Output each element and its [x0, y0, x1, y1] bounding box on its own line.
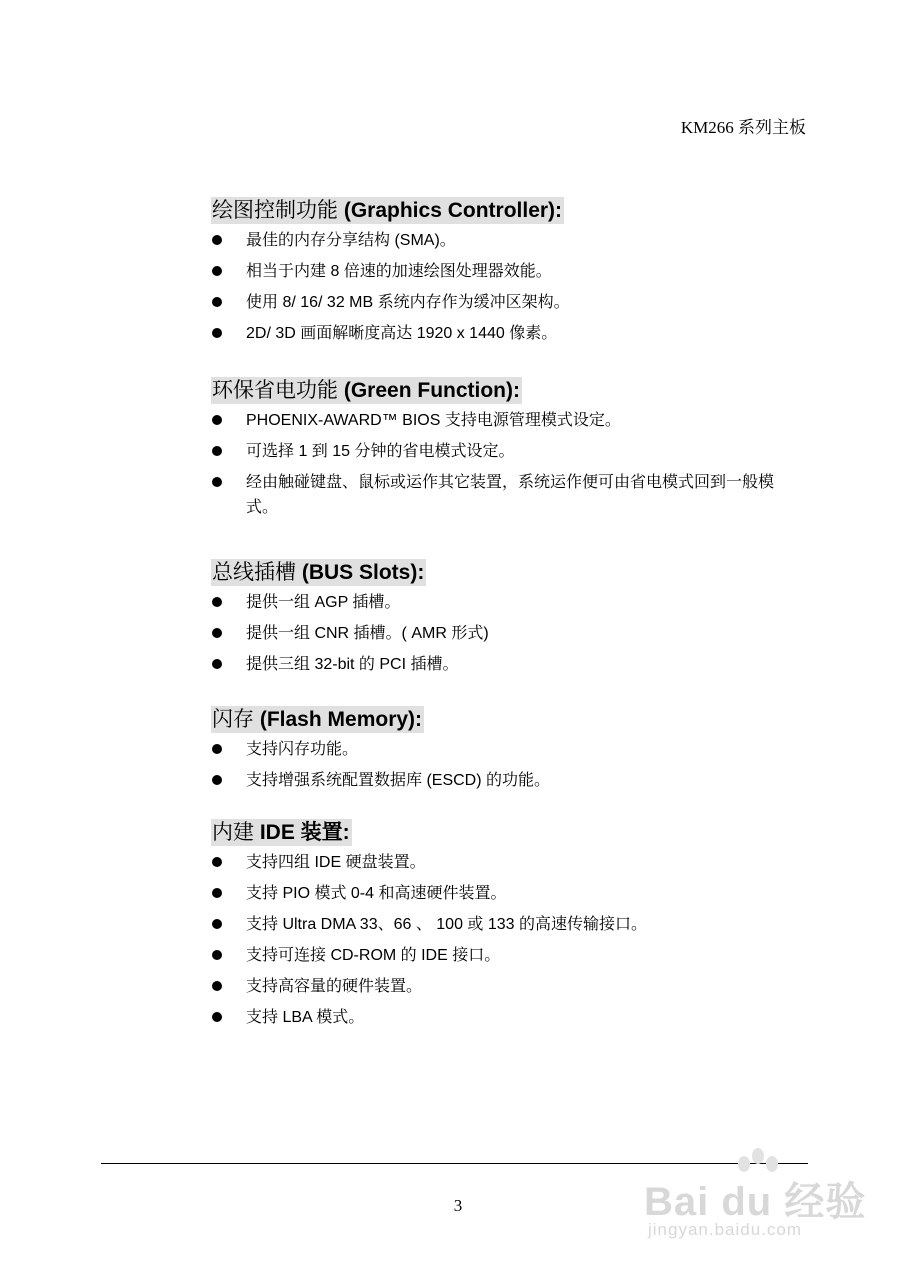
page-header: KM266 系列主板	[680, 118, 806, 137]
list-item-text: 支持高容量的硬件装置。	[246, 978, 423, 995]
bullet-list	[211, 850, 811, 1030]
section-title-cn: 环保省电功能	[212, 379, 344, 402]
list-item	[211, 974, 811, 999]
baidu-watermark	[640, 1150, 880, 1250]
list-item-text: 提供一组 AGP 插槽。	[246, 594, 401, 611]
bullet-icon	[212, 628, 222, 638]
list-item	[211, 259, 811, 284]
list-item	[211, 321, 811, 346]
list-item	[211, 1005, 811, 1030]
section-graphics-controller	[211, 197, 811, 352]
watermark-main: Bai du 经验	[644, 1180, 867, 1224]
list-item-text: 2D/ 3D 画面解晰度高达 1920 x 1440 像素。	[246, 325, 558, 342]
bullet-icon	[212, 857, 222, 867]
bullet-icon	[212, 266, 222, 276]
list-item	[211, 850, 811, 875]
bullet-icon	[212, 981, 222, 991]
list-item	[211, 943, 811, 968]
list-item-text: PHOENIX-AWARD™ BIOS 支持电源管理模式设定。	[246, 412, 621, 429]
section-title	[211, 377, 522, 404]
bullet-icon	[212, 477, 222, 487]
list-item-text: 提供一组 CNR 插槽。( AMR 形式)	[246, 625, 489, 642]
bullet-icon	[212, 297, 222, 307]
section-title-en: (Flash Memory):	[259, 708, 423, 731]
section-title-en: (Graphics Controller):	[343, 199, 563, 222]
list-item-text: 可选择 1 到 15 分钟的省电模式设定。	[246, 443, 515, 460]
list-item-text: 支持增强系统配置数据库 (ESCD) 的功能。	[246, 772, 551, 789]
list-item-text: 支持 Ultra DMA 33、66 、 100 或 133 的高速传输接口。	[246, 916, 648, 933]
bullet-list	[211, 408, 811, 520]
list-item-text: 支持闪存功能。	[246, 741, 359, 758]
list-item	[211, 470, 811, 520]
list-item	[211, 290, 811, 315]
list-item-text: 使用 8/ 16/ 32 MB 系统内存作为缓冲区架构。	[246, 294, 570, 311]
section-flash-memory	[211, 706, 811, 799]
bullet-icon	[212, 888, 222, 898]
list-item	[211, 621, 811, 646]
section-title-en: (Green Function):	[343, 379, 520, 402]
list-item	[211, 652, 811, 677]
section-title-en: (BUS Slots):	[301, 561, 425, 584]
list-item	[211, 881, 811, 906]
list-item	[211, 768, 811, 793]
bullet-icon	[212, 597, 222, 607]
page-number: 3	[453, 1196, 463, 1215]
section-title	[211, 559, 426, 586]
section-title-en: IDE 装置:	[259, 821, 350, 844]
list-item	[211, 408, 811, 433]
bullet-icon	[212, 950, 222, 960]
list-item	[211, 439, 811, 464]
section-title-cn: 闪存	[212, 708, 260, 731]
bullet-icon	[212, 1012, 222, 1022]
section-title	[211, 819, 352, 846]
bullet-icon	[212, 328, 222, 338]
list-item-text: 提供三组 32-bit 的 PCI 插槽。	[246, 656, 459, 673]
list-item-text: 经由触碰键盘、鼠标或运作其它装置，系统运作便可由省电模式回到一般模式。	[246, 474, 775, 516]
list-item-text: 相当于内建 8 倍速的加速绘图处理器效能。	[246, 263, 552, 280]
section-green-function	[211, 377, 811, 526]
list-item-text: 支持可连接 CD-ROM 的 IDE 接口。	[246, 947, 501, 964]
bullet-icon	[212, 446, 222, 456]
bullet-list	[211, 737, 811, 793]
list-item-text: 支持四组 IDE 硬盘装置。	[246, 854, 426, 871]
bullet-icon	[212, 415, 222, 425]
list-item-text: 支持 LBA 模式。	[246, 1009, 365, 1026]
bullet-list	[211, 228, 811, 346]
bullet-icon	[212, 235, 222, 245]
bullet-icon	[212, 659, 222, 669]
list-item-text: 支持 PIO 模式 0-4 和高速硬件装置。	[246, 885, 507, 902]
section-title-cn: 绘图控制功能	[212, 199, 344, 222]
section-bus-slots	[211, 559, 811, 683]
section-title	[211, 706, 424, 733]
section-title-cn: 内建	[212, 821, 260, 844]
section-ide-devices	[211, 819, 811, 1036]
bullet-list	[211, 590, 811, 677]
list-item	[211, 912, 811, 937]
list-item	[211, 737, 811, 762]
list-item	[211, 590, 811, 615]
bullet-icon	[212, 744, 222, 754]
section-title	[211, 197, 564, 224]
watermark-url: jingyan.baidu.com	[648, 1220, 803, 1239]
bullet-icon	[212, 775, 222, 785]
section-title-cn: 总线插槽	[212, 561, 302, 584]
bullet-icon	[212, 919, 222, 929]
list-item-text: 最佳的内存分享结构 (SMA)。	[246, 232, 456, 249]
list-item	[211, 228, 811, 253]
